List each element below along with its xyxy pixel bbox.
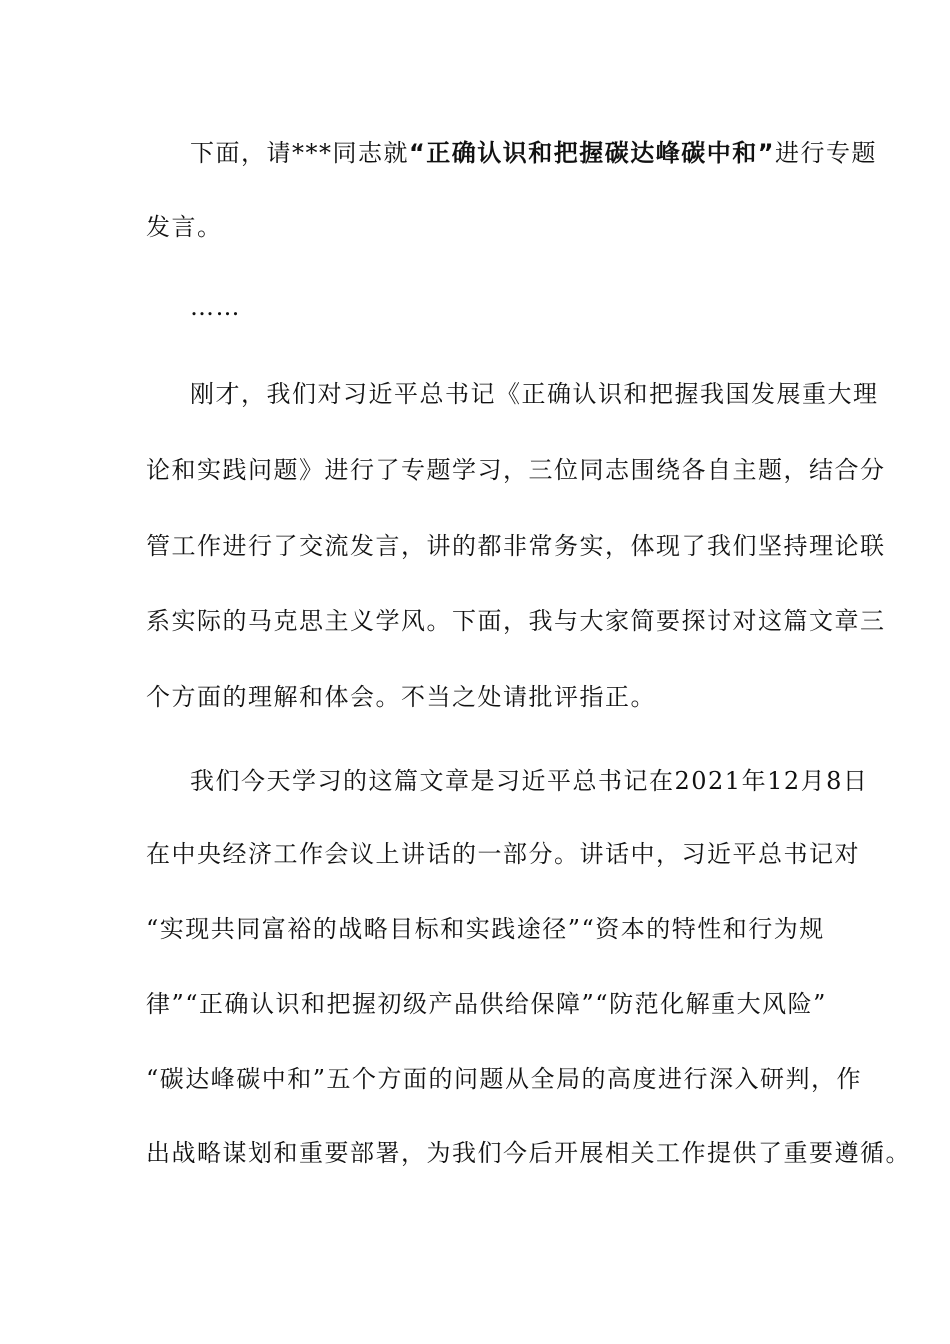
paragraph-1-line-1	[190, 136, 877, 170]
paragraph-2-ellipsis: ……	[190, 293, 241, 321]
paragraph-1-line-1-bold-topic: “正确认识和把握碳达峰碳中和”	[409, 139, 776, 167]
paragraph-4-line-3: “实现共同富裕的战略目标和实践途径”“资本的特性和行为规	[146, 915, 825, 943]
paragraph-1-line-1-post: 进行专题	[775, 139, 878, 167]
paragraph-1-line-2: 发言。	[146, 213, 223, 241]
paragraph-1-line-1-pre: 下面，请***同志就	[190, 139, 409, 167]
paragraph-3-line-4: 系实际的马克思主义学风。下面，我与大家简要探讨对这篇文章三	[146, 607, 886, 635]
paragraph-4-line-4: 律”“正确认识和把握初级产品供给保障”“防范化解重大风险”	[146, 990, 827, 1018]
paragraph-3-line-2: 论和实践问题》进行了专题学习，三位同志围绕各自主题，结合分	[146, 456, 886, 484]
paragraph-3-line-1: 刚才，我们对习近平总书记《正确认识和把握我国发展重大理	[190, 380, 879, 408]
paragraph-4-line-6: 出战略谋划和重要部署，为我们今后开展相关工作提供了重要遵循。	[146, 1139, 911, 1167]
paragraph-4-line-5: “碳达峰碳中和”五个方面的问题从全局的高度进行深入研判，作	[146, 1065, 863, 1093]
paragraph-4-line-1: 我们今天学习的这篇文章是习近平总书记在2021年12月8日	[190, 767, 869, 795]
paragraph-4-line-2: 在中央经济工作会议上讲话的一部分。讲话中，习近平总书记对	[146, 840, 860, 868]
paragraph-3-line-5: 个方面的理解和体会。不当之处请批评指正。	[146, 683, 656, 711]
paragraph-3-line-3: 管工作进行了交流发言，讲的都非常务实，体现了我们坚持理论联	[146, 532, 886, 560]
